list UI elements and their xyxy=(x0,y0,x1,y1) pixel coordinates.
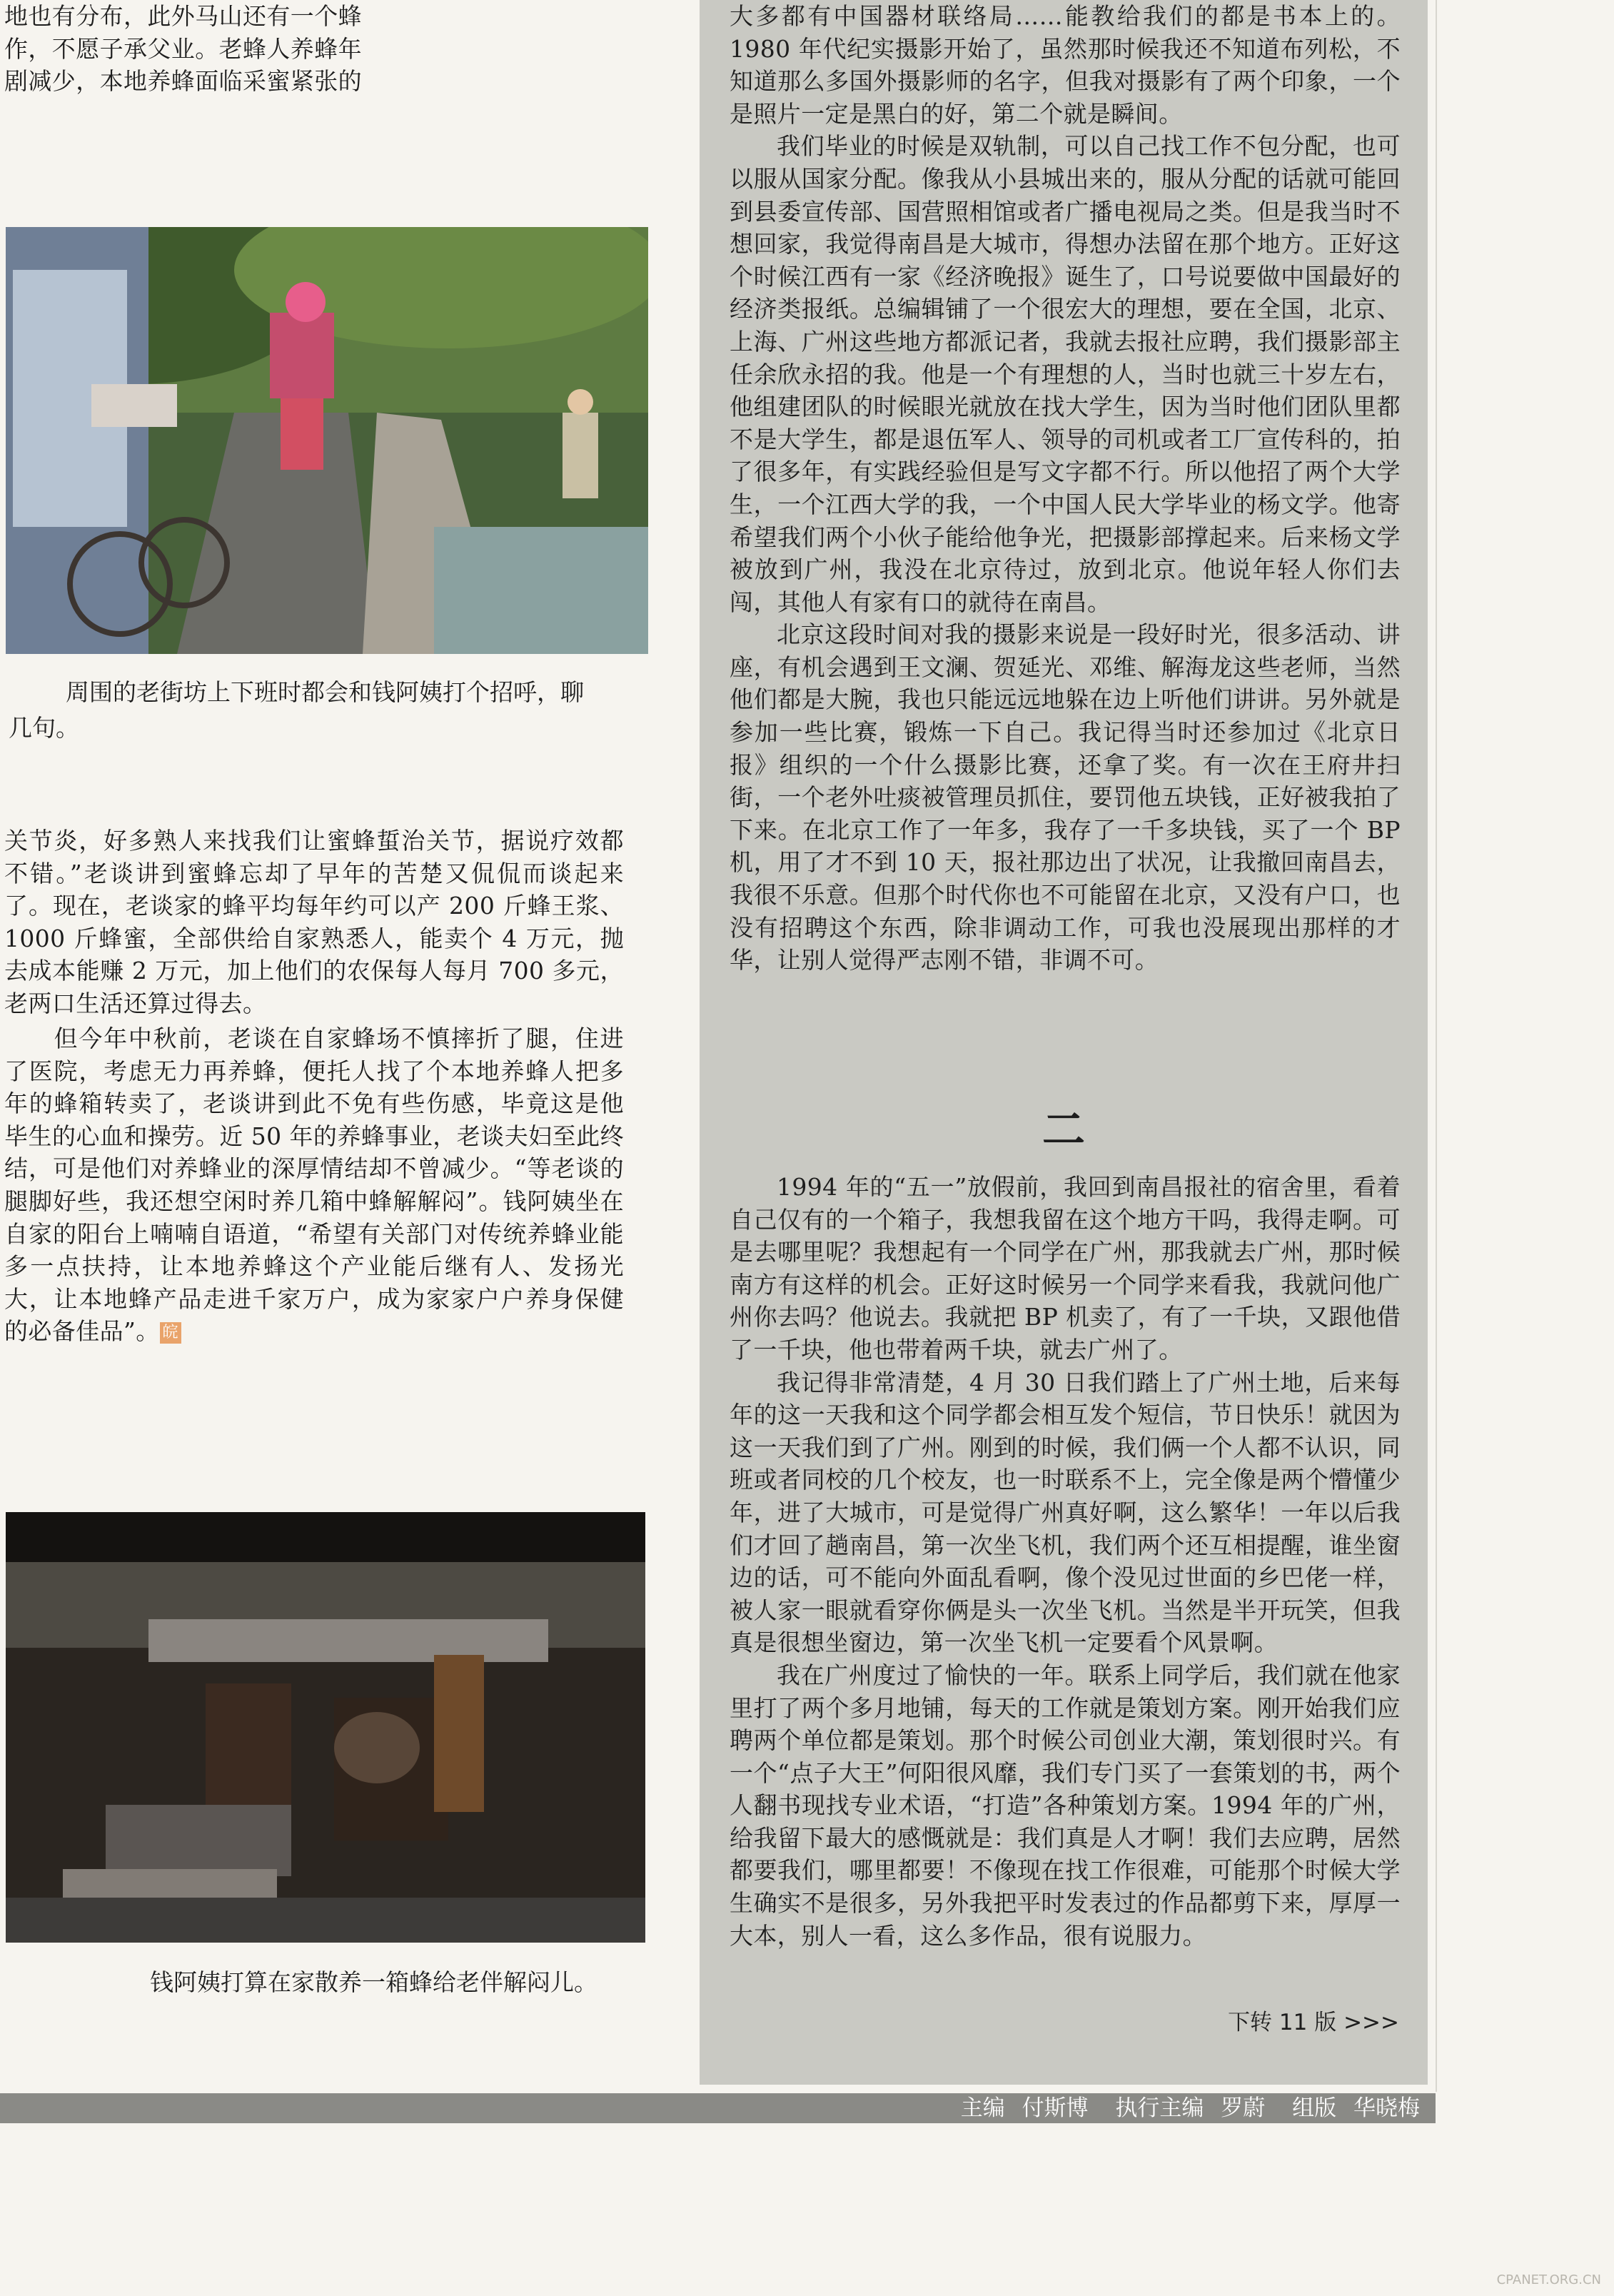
paragraph: 1994 年的“五一”放假前，我回到南昌报社的宿舍里，看着自己仅有的一个箱子，我想我留在这个地方干吗，我得走啊。可是去哪里呢？我想起有一个同学在广州，那我就去广州，那时候南方有这样的机会。正好这时候另一个同学来看我，我就问他广州你去吗？他说去。我就把 BP 机卖了，有了一千块，又跟他借了一千块，他也带着两千块，就去广州了。 xyxy=(730,1173,1401,1364)
paragraph: 我在广州度过了愉快的一年。联系上同学后，我们就在他家里打了两个多月地铺，每天的工作就是策划方案。刚开始我们应聘两个单位都是策划。那个时候公司创业大潮，策划很时兴。有一个“点子大王”何阳很风靡，我们专门买了一套策划的书，两个人翻书现找专业术语，“打造”各种策划方案。1994 年的广州，给我留下最大的感慨就是：我们真是人才啊！我们去应聘，居然都要我们，哪里都要！不像现在找工作很难，可能那个时候大学生确实不是很多，另外我把平时发表过的作品都剪下来，厚厚一大本，别人一看，这么多作品，很有说服力。 xyxy=(730,1661,1401,1950)
home-photo-image xyxy=(6,1512,645,1943)
photo-caption-2: 钱阿姨打算在家散养一箱蜂给老伴解闷儿。 xyxy=(150,1968,597,1996)
end-mark-icon: 皖 xyxy=(160,1322,181,1344)
right-column xyxy=(700,0,1428,2085)
exec-editor-name: 罗蔚 xyxy=(1221,2095,1266,2121)
layout-name: 华晓梅 xyxy=(1353,2095,1420,2121)
column-divider xyxy=(1436,0,1437,2092)
paragraph: 我记得非常清楚，4 月 30 日我们踏上了广州土地，后来每年的这一天我和这个同学都会相互发个短信，节日快乐！就因为这一天我们到了广州。刚到的时候，我们俩一个人都不认识，同班或者同校的几个校友，也一时联系不上，完全像是两个懵懂少年，进了大城市，可是觉得广州真好啊，这么繁华！一年以后我们才回了趟南昌，第一次坐飞机，我们两个还互相提醒，谁坐窗边的话，可不能向外面乱看啊，像个没见过世面的乡巴佬一样，被人家一眼就看穿你俩是头一次坐飞机。当然是半开玩笑，但我真是很想坐窗边，第一次坐飞机一定要看个风景啊。 xyxy=(730,1368,1401,1657)
article-part-two xyxy=(730,1171,1401,1952)
layout-label: 组版 xyxy=(1292,2095,1337,2121)
editor-label: 主编 xyxy=(960,2095,1005,2121)
paragraph: 大多都有中国器材联络局……能教给我们的都是书本上的。1980 年代纪实摄影开始了，虽然那时候我还不知道布列松，不知道那么多国外摄影师的名字，但我对摄影有了两个印象，一个是照片一定是黑白的好，第二个就是瞬间。 xyxy=(730,2,1401,128)
editor-name: 付斯博 xyxy=(1022,2095,1089,2121)
article-body-2 xyxy=(4,1022,624,1348)
credits xyxy=(951,2093,1420,2123)
home-photo xyxy=(6,1512,645,1943)
top-text: 地也有分布，此外马山还有一个蜂 作，不愿子承父业。老蜂人养蜂年 剧减少，本地养蜂面临采蜜紧张的 xyxy=(4,2,362,96)
section-number: 二 xyxy=(1042,1105,1085,1155)
article-body-2-text: 但今年中秋前，老谈在自家蜂场不慎摔折了腿，住进了医院，考虑无力再养蜂，便托人找了个本地养蜂人把多年的蜂箱转卖了，老谈讲到此不免有些伤感，毕竟这是他毕生的心血和操劳。近 50 年的养蜂事业，老谈夫妇至此终结，可是他们对养蜂业的深厚情结却不曾减少。“等老谈的腿脚好些，我还想空闲时养几箱中蜂解解闷”。钱阿姨坐在自家的阳台上喃喃自语道，“希望有关部门对传统养蜂业能多一点扶持，让本地养蜂这个产业能后继有人、发扬光大，让本地蜂产品走进千家万户，成为家家户户养身保健的必备佳品”。 xyxy=(4,1024,624,1346)
article-part-one xyxy=(730,0,1401,977)
exec-editor-label: 执行主编 xyxy=(1115,2095,1204,2121)
street-photo xyxy=(6,227,648,654)
footer-bar xyxy=(0,2093,1436,2123)
paragraph: 北京这段时间对我的摄影来说是一段好时光，很多活动、讲座，有机会遇到王文澜、贺延光、邓维、解海龙这些老师，当然他们都是大腕，我也只能远远地躲在边上听他们讲讲。另外就是参加一些比赛，锻炼一下自己。我记得当时还参加过《北京日报》组织的一个什么摄影比赛，还拿了奖。有一次在王府井扫街，一个老外吐痰被管理员抓住，要罚他五块钱，正好被我拍了下来。在北京工作了一年多，我存了一千多块钱，买了一个 BP 机，用了才不到 10 天，报社那边出了状况，让我撤回南昌去，我很不乐意。但那个时代你也不可能留在北京，又没有户口，也没有招聘这个东西，除非调动工作，可我也没展现出那样的才华，让别人觉得严志刚不错，非调不可。 xyxy=(730,620,1401,975)
street-photo-image xyxy=(6,227,648,654)
photo-caption-1: 周围的老街坊上下班时都会和钱阿姨打个招呼，聊 几句。 xyxy=(9,678,584,742)
article-body-1: 关节炎，好多熟人来找我们让蜜蜂蜇治关节，据说疗效都不错。”老谈讲到蜜蜂忘却了早年的苦楚又侃侃而谈起来了。现在，老谈家的蜂平均每年约可以产 200 斤蜂王浆、1000 斤蜂蜜，全部供给自家熟悉人，能卖个 4 万元，抛去成本能赚 2 万元，加上他们的农保每人每月 700 多元，老两口生活还算过得去。 xyxy=(4,827,624,1017)
continue-note: 下转 11 版 >>> xyxy=(1228,2010,1399,2035)
paragraph: 我们毕业的时候是双轨制，可以自己找工作不包分配，也可以服从国家分配。像我从小县城出来的，服从分配的话就可能回到县委宣传部、国营照相馆或者广播电视局之类。但是我当时不想回家，我觉得南昌是大城市，得想办法留在那个地方。正好这个时候江西有一家《经济晚报》诞生了，口号说要做中国最好的经济类报纸。总编辑铺了一个很宏大的理想，要在全国，北京、上海、广州这些地方都派记者，我就去报社应聘，我们摄影部主任余欣永招的我。他是一个有理想的人，当时也就三十岁左右，他组建团队的时候眼光就放在找大学生，因为当时他们团队里都不是大学生，都是退伍军人、领导的司机或者工厂宣传科的，拍了很多年，有实践经验但是写文字都不行。所以他招了两个大学生，一个江西大学的我，一个中国人民大学毕业的杨文学。他寄希望我们两个小伙子能给他争光，把摄影部撑起来。后来杨文学被放到广州，我没在北京待过，放到北京。他说年轻人你们去闯，其他人有家有口的就待在南昌。 xyxy=(730,132,1401,616)
left-column xyxy=(0,0,685,2085)
watermark: CPANET.ORG.CN xyxy=(1496,2272,1601,2287)
